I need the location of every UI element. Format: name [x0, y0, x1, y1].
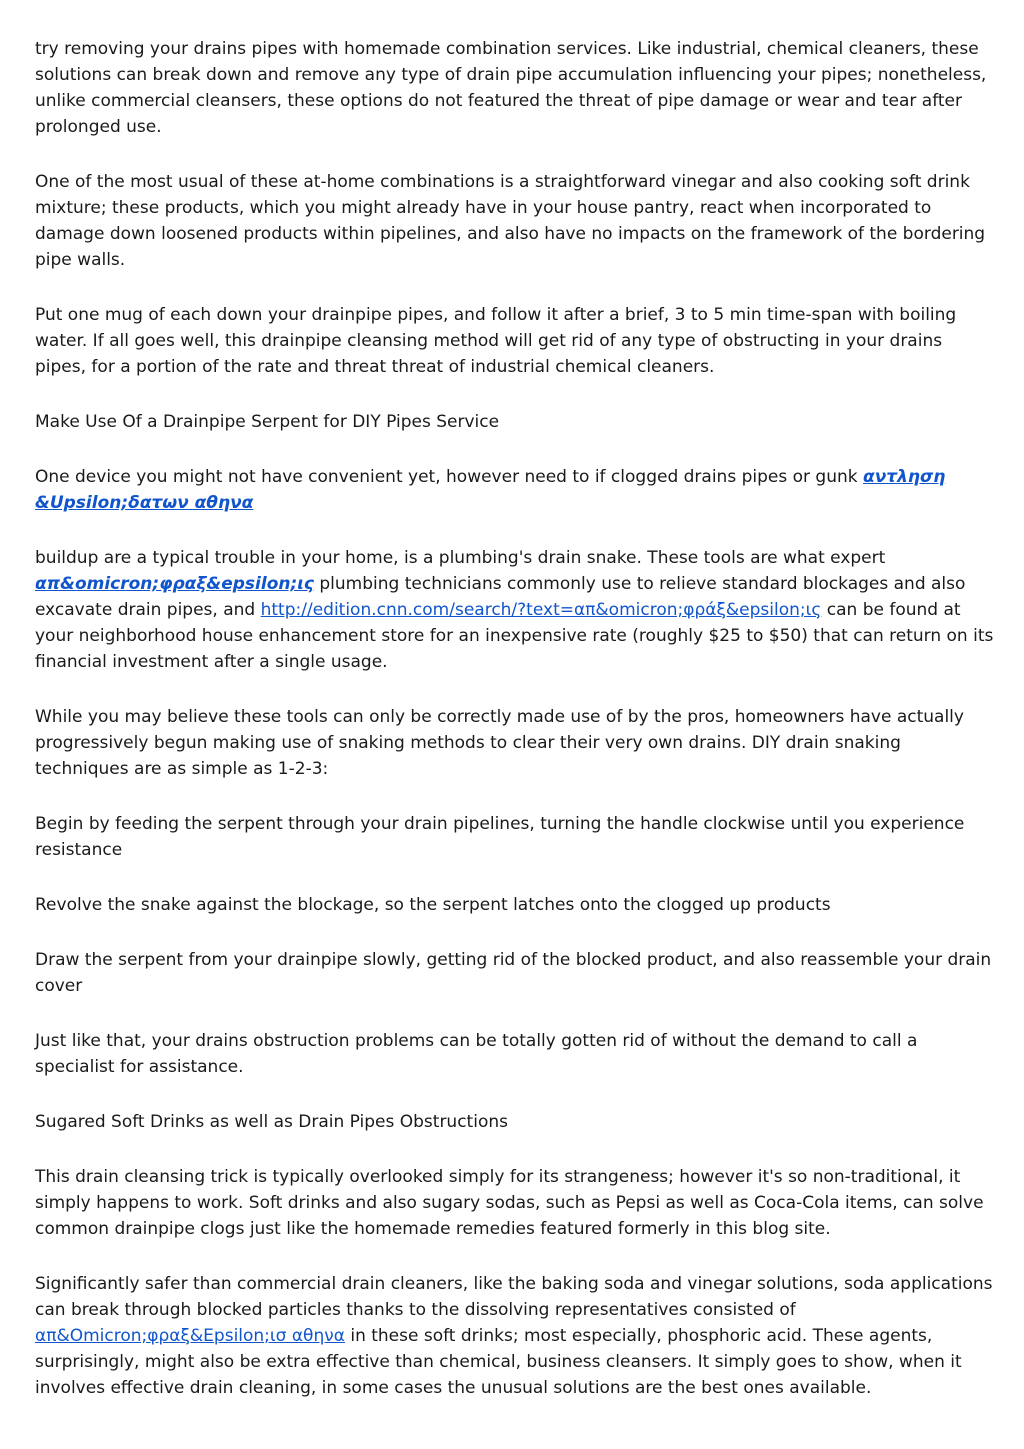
- section-heading: Make Use Of a Drainpipe Serpent for DIY Pipes Service: [35, 412, 500, 432]
- paragraph: Put one mug of each down your drainpipe pipes, and follow it after a brief, 3 to 5 min time-span with boiling water. If all goes well, this drainpipe cleansing method will get rid of any type of obstructing in your drains pipes, for a portion of the rate and threat threat of industrial chemical cleaners.: [35, 305, 957, 377]
- article-body: [35, 36, 995, 1430]
- paragraph-text: buildup are a typical trouble in your home, is a plumbing's drain snake. These tools are what expert: [35, 548, 886, 568]
- paragraph: Just like that, your drains obstruction problems can be totally gotten rid of without the demand to call a specialist for assistance.: [35, 1031, 918, 1077]
- paragraph: [35, 545, 995, 675]
- paragraph-text: One device you might not have convenient yet, however need to if clogged drains pipes or gunk: [35, 467, 864, 487]
- paragraph-text: can be found at your neighborhood house enhancement store for an inexpensive rate (roughly $25 to $50) that can return on its financial investment after a single usage.: [35, 600, 994, 672]
- list-step: Begin by feeding the serpent through your drain pipelines, turning the handle clockwise until you experience resistance: [35, 814, 965, 860]
- section-heading: Sugared Soft Drinks as well as Drain Pipes Obstructions: [35, 1112, 508, 1132]
- paragraph: This drain cleansing trick is typically overlooked simply for its strangeness; however it's so non-traditional, it simply happens to work. Soft drinks and also sugary sodas, such as Pepsi as well as Coca-Cola items, can solve common drainpipe clogs just like the homemade remedies featured formerly in this blog site.: [35, 1167, 984, 1239]
- paragraph-text: Significantly safer than commercial drain cleaners, like the baking soda and vinegar solutions, soda applications can break through blocked particles thanks to the dissolving representatives consisted of: [35, 1274, 993, 1320]
- list-step: Draw the serpent from your drainpipe slowly, getting rid of the blocked product, and also reassemble your drain cover: [35, 950, 992, 996]
- list-step: Revolve the snake against the blockage, so the serpent latches onto the clogged up products: [35, 895, 831, 915]
- paragraph: One of the most usual of these at-home combinations is a straightforward vinegar and also cooking soft drink mixture; these products, which you might already have in your house pantry, react when incorporated to damage down loosened products within pipelines, and also have no impacts on the framework of the bordering pipe walls.: [35, 172, 986, 270]
- paragraph-text: in these soft drinks; most especially, phosphoric acid. These agents, surprisingly, might also be extra effective than chemical, business cleansers. It simply goes to show, when it involves effective drain cleaning, in some cases the unusual solutions are the best ones available.: [35, 1326, 962, 1398]
- inline-link[interactable]: αντληση &Upsilon;δατων αθηνα: [35, 467, 946, 513]
- inline-link[interactable]: απ&Omicron;φραξ&Epsilon;ισ αθηνα: [35, 1326, 345, 1346]
- paragraph-text: plumbing technicians commonly use to relieve standard blockages and also excavate drain pipes, and: [35, 574, 966, 620]
- inline-link[interactable]: απ&omicron;φραξ&epsilon;ις: [35, 574, 314, 594]
- paragraph: [35, 1271, 995, 1401]
- paragraph: While you may believe these tools can only be correctly made use of by the pros, homeowners have actually progressively begun making use of snaking methods to clear their very own drains. DIY drain snaking techniques are as simple as 1-2-3:: [35, 707, 964, 779]
- inline-link[interactable]: http://edition.cnn.com/search/?text=απ&omicron;φράξ&epsilon;ις: [260, 600, 822, 620]
- paragraph: try removing your drains pipes with homemade combination services. Like industrial, chemical cleaners, these solutions can break down and remove any type of drain pipe accumulation influencing your pipes; nonetheless, unlike commercial cleansers, these options do not featured the threat of pipe damage or wear and tear after prolonged use.: [35, 39, 987, 137]
- paragraph: [35, 464, 995, 516]
